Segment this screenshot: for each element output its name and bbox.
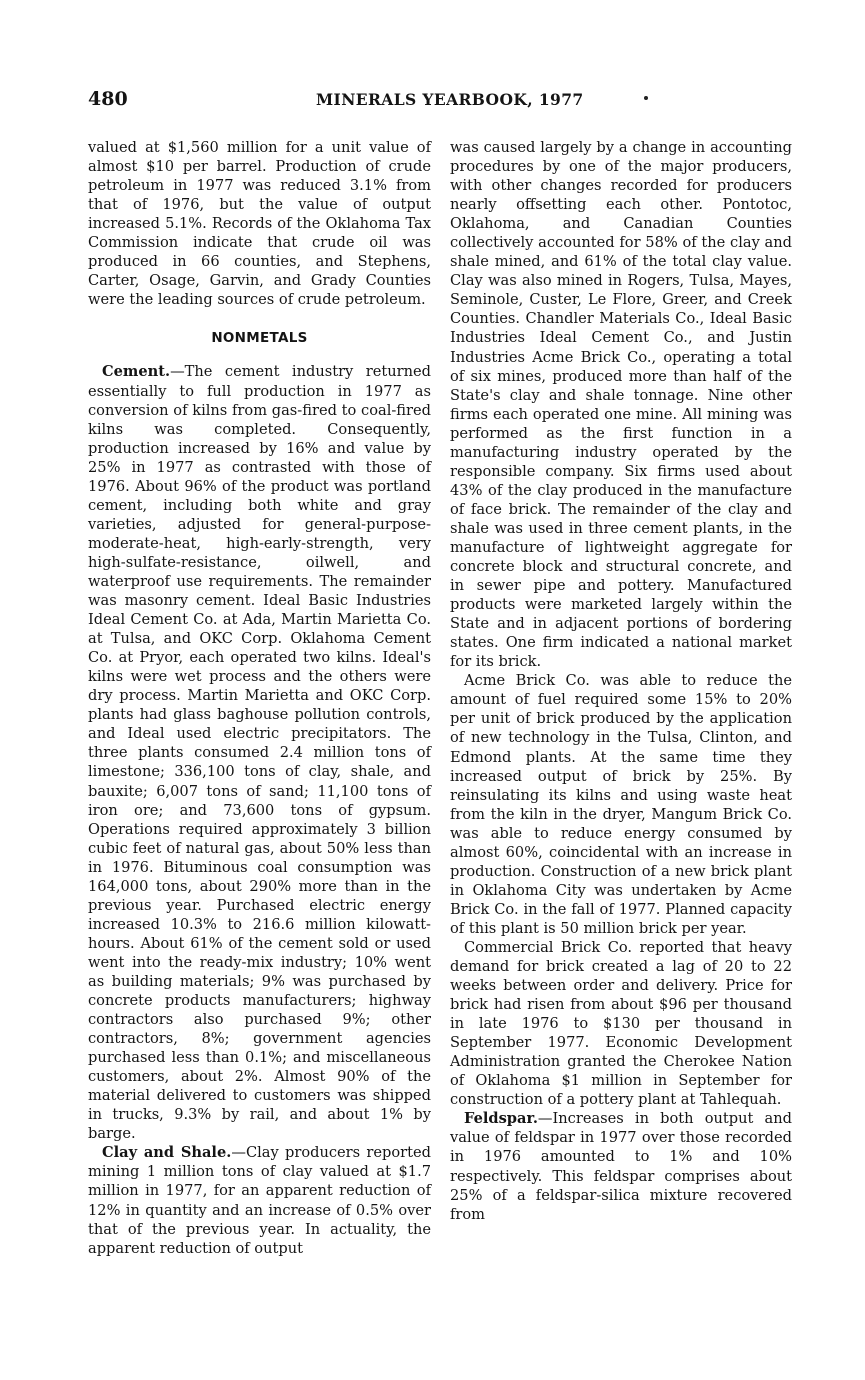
feldspar-paragraph-text: —Increases in both output and value of feldspar in 1977 over those recorded in 1976 amounted to 1% and 10% respectively. This feldspar comprises about 25% of a feldspar-silica mixture recovered from xyxy=(450,1110,792,1223)
clay-paragraph xyxy=(88,1143,431,1257)
left-column xyxy=(88,138,431,1258)
petroleum-continued-paragraph: valued at $1,560 million for a unit value of almost $10 per barrel. Production of crude petroleum in 1977 was reduced 3.1% from that of 1976, but the value of output increased 5.1%. Records of the Oklahoma Tax Commission indicate that crude oil was produced in 66 counties, and Stephens, Carter, Osage, Garvin, and Grady Counties were the leading sources of crude petroleum. xyxy=(88,139,431,309)
section-heading-nonmetals: NONMETALS xyxy=(211,330,308,347)
commercial-brick-paragraph: Commercial Brick Co. reported that heavy demand for brick created a lag of 20 to 22 weeks between order and delivery. Price for brick had risen from about $96 per thousand in late 1976 to $130 per thousand in September 1977. Economic Development Administration granted the Cherokee Nation of Oklahoma $1 million in September for construction of a pottery plant at Tahlequah. xyxy=(450,938,792,1109)
feldspar-run-in-title: Feldspar. xyxy=(464,1110,538,1128)
header-dot-mark xyxy=(644,96,648,100)
page-header xyxy=(88,88,788,118)
clay-continued-paragraph: was caused largely by a change in accounting procedures by one of the major producers, with other changes recorded for producers nearly offsetting each other. Pontotoc, Oklahoma, and Canadian Counties collectively accounted for 58% of the clay and shale mined, and 61% of the total clay value. Clay was also mined in Rogers, Tulsa, Mayes, Seminole, Custer, Le Flore, Greer, and Creek Counties. Chandler Materials Co., Ideal Basic Industries Ideal Cement Co., and Justin Industries Acme Brick Co., operating a total of six mines, produced more than half of the State's clay and shale tonnage. Nine other firms each operated one mine. All mining was performed as the first function in a manufacturing industry operated by the responsible company. Six firms used about 43% of the clay produced in the manufacture of face brick. The remainder of the clay and shale was used in three cement plants, in the manufacture of lightweight aggregate for concrete block and structural concrete, and in sewer pipe and pottery. Manufactured products were marketed largely within the State and in adjacent portions of bordering states. One firm indicated a national market for its brick. xyxy=(450,139,792,671)
cement-run-in-title: Cement. xyxy=(102,363,171,381)
cement-paragraph-text: —The cement industry returned essentially to full production in 1977 as conversion of kilns from gas-fired to coal-fired kilns was completed. Consequently, production increased by 16% and value by 25% in 1977 as contrasted with those of 1976. About 96% of the product was portland cement, including both white and gray varieties, adjusted for general-purpose-moderate-heat, high-early-strength, very high-sulfate-resistance, oilwell, and waterproof use requirements. The remainder was masonry cement. Ideal Basic Industries Ideal Cement Co. at Ada, Martin Marietta Co. at Tulsa, and OKC Corp. Oklahoma Cement Co. at Pryor, each operated two kilns. Ideal's kilns were wet process and the others were dry process. Martin Marietta and OKC Corp. plants had glass baghouse pollution controls, and Ideal used electric precipitators. The three plants consumed 2.4 million tons of limestone; 336,100 tons of clay, shale, and bauxite; 6,007 tons of sand; 11,100 tons of iron ore; and 73,600 tons of gypsum. Operations required approximately 3 billion cubic feet of natural gas, about 50% less than in 1976. Bituminous coal consumption was 164,000 tons, about 290% more than in the previous year. Purchased electric energy increased 10.3% to 216.6 million kilowatt-hours. About 61% of the cement sold or used went into the ready-mix industry; 10% went as building materials; 9% was purchased by concrete products manufacturers; highway contractors also purchased 9%; other contractors, 8%; government agencies purchased less than 0.1%; and miscellaneous customers, about 2%. Almost 90% of the material delivered to customers was shipped in trucks, 9.3% by rail, and about 1% by barge. xyxy=(88,363,431,1143)
page-number: 480 xyxy=(88,88,128,110)
acme-brick-paragraph: Acme Brick Co. was able to reduce the amount of fuel required some 15% to 20% per unit of brick produced by the application of new technology in the Tulsa, Clinton, and Edmond plants. At the same time they increased output of brick by 25%. By reinsulating its kilns and using waste heat from the kiln in the dryer, Mangum Brick Co. was able to reduce energy consumed by almost 60%, coincidental with an increase in production. Construction of a new brick plant in Oklahoma City was undertaken by Acme Brick Co. in the fall of 1977. Planned capacity of this plant is 50 million brick per year. xyxy=(450,672,792,937)
running-title: MINERALS YEARBOOK, 1977 xyxy=(316,90,584,109)
right-column xyxy=(450,138,792,1224)
cement-paragraph xyxy=(88,362,431,1143)
clay-paragraph-text: —Clay producers reported mining 1 million tons of clay valued at $1.7 million in 1977, for an apparent reduction of 12% in quantity and an increase of 0.5% over that of the previous year. In actuality, the apparent reduction of output xyxy=(88,1144,431,1257)
clay-run-in-title: Clay and Shale. xyxy=(102,1144,232,1162)
feldspar-paragraph xyxy=(450,1109,792,1223)
